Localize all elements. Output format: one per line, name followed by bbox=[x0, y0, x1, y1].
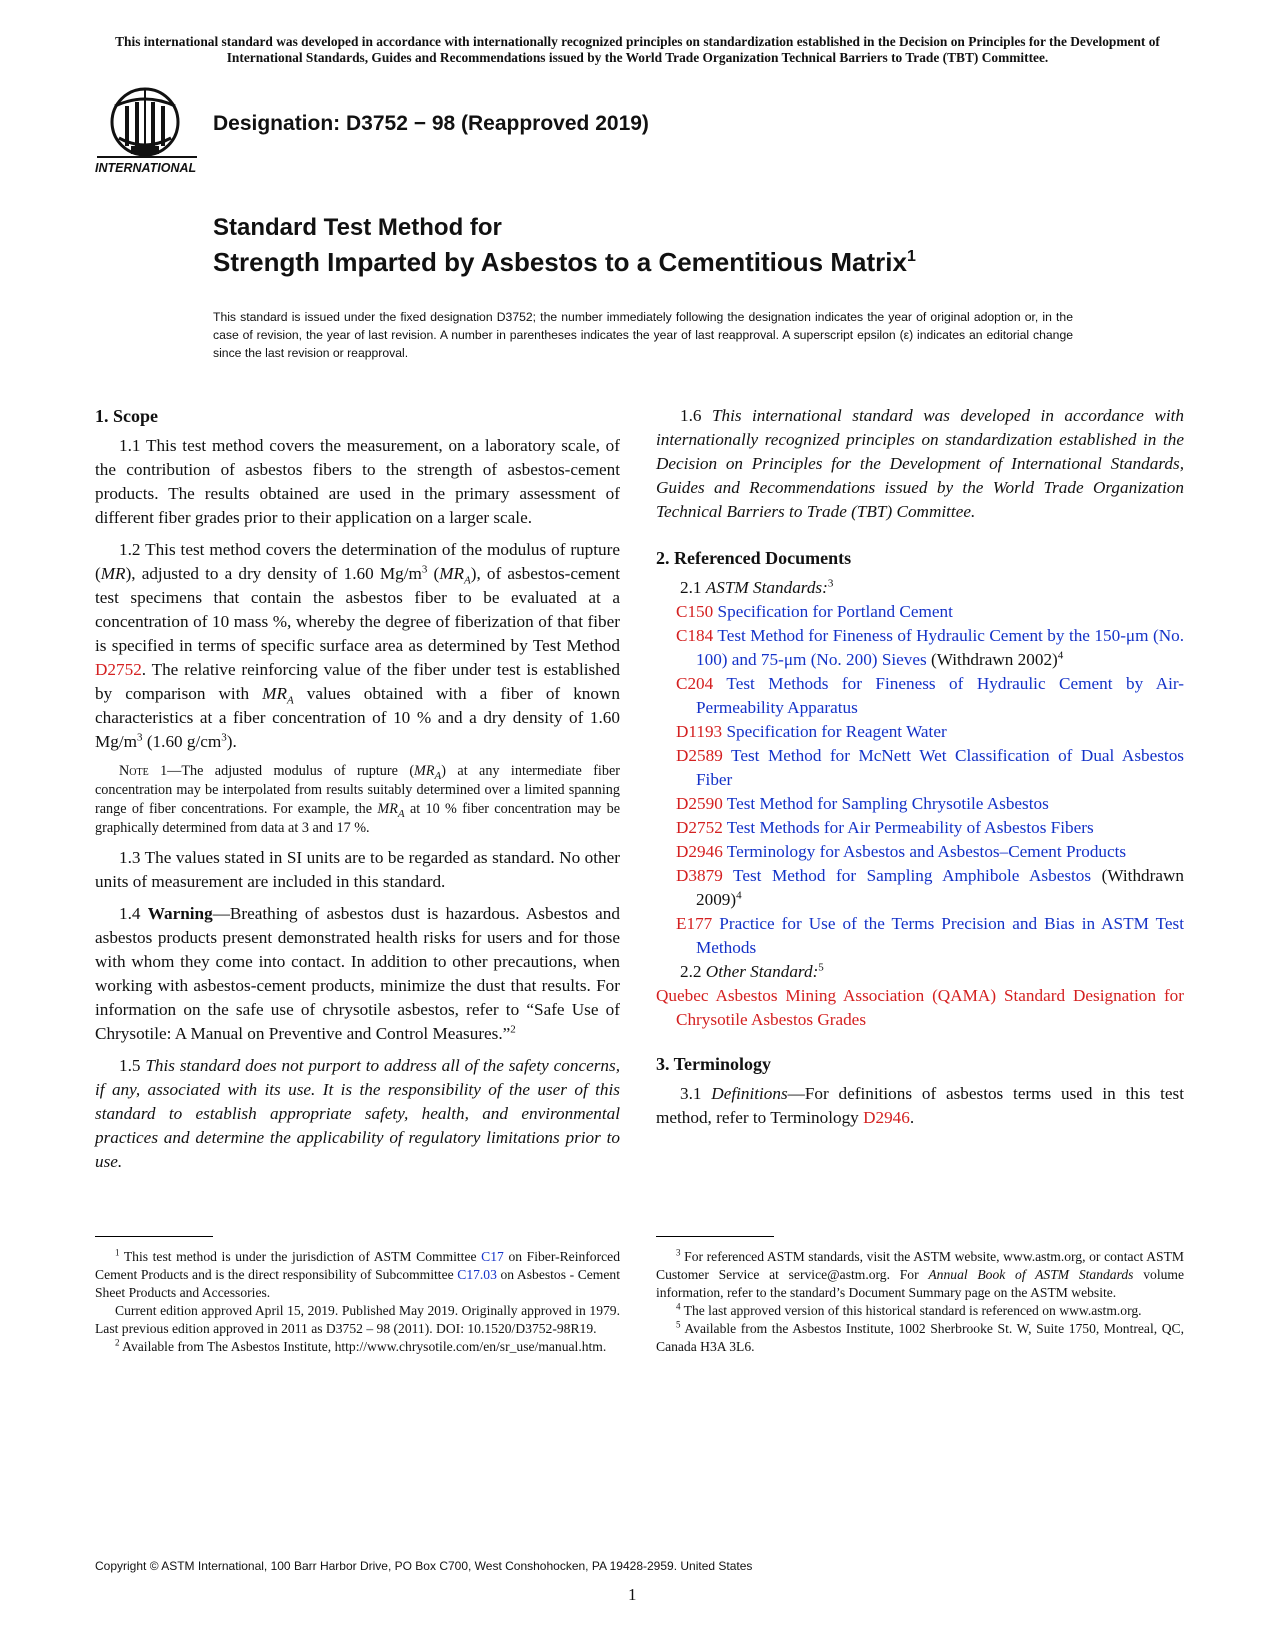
reference-item[interactable] bbox=[676, 864, 1184, 912]
footnote-mark: 3 bbox=[676, 1247, 681, 1258]
right-column bbox=[656, 404, 1184, 1138]
designation: Designation: D3752 − 98 (Reapproved 2019) bbox=[213, 112, 649, 135]
para-1-1: 1.1 This test method covers the measurement, on a laboratory scale, of the contribution of asbestos fibers to the strength of asbestos-cement products. The results obtained are used in the primary assessment of different fiber grades prior to their application on a larger scale. bbox=[95, 436, 620, 527]
reference-title[interactable]: Test Method for Fineness of Hydraulic Cement by the 150-μm (No. 100) and 75-μm (No. 200) Sieves bbox=[696, 626, 1184, 669]
title-text: Strength Imparted by Asbestos to a Cementitious Matrix bbox=[213, 247, 907, 277]
text: 3.1 bbox=[680, 1084, 712, 1103]
text: —The adjusted modulus of rupture ( bbox=[167, 763, 415, 779]
reference-code[interactable]: C150 bbox=[676, 602, 714, 621]
text: —Breathing of asbestos dust is hazardous. Asbestos and asbestos products present demonstrated health risks for users and for those with whom they come into contact. In addition to other precautions, when working with asbestos-cement products, minimize the dust that results. For information on the safe use of chrysotile asbestos, refer to “Safe Use of Chrysotile: A Manual on Preventive and Control Measures.” bbox=[95, 904, 620, 1043]
reference-code[interactable]: D2946 bbox=[676, 842, 723, 861]
text: 1.2 This test method covers the determination of the modulus of rupture ( bbox=[95, 540, 620, 583]
link-c17[interactable]: C17 bbox=[481, 1249, 504, 1264]
reference-withdrawn: (Withdrawn 2002) bbox=[926, 650, 1058, 669]
reference-item[interactable] bbox=[676, 792, 1184, 816]
reference-title[interactable]: Practice for Use of the Terms Precision and Bias in ASTM Test Methods bbox=[696, 914, 1184, 957]
text: ASTM Standards: bbox=[705, 578, 828, 597]
wto-notice: This international standard was developed in accordance with internationally recognized principles on standardization established in the Decision on Principles for the Development of International Standards, Guides and Recommendations issued by the World Trade Organization Technical Barriers to Trade (TBT) Committee. bbox=[115, 34, 1160, 65]
mra-symbol: MR bbox=[414, 763, 435, 779]
reference-code[interactable]: E177 bbox=[676, 914, 713, 933]
footnote-mark: 2 bbox=[115, 1337, 120, 1348]
superscript: 3 bbox=[421, 563, 428, 576]
footnote-mark[interactable]: 4 bbox=[736, 889, 742, 902]
superscript: 3 bbox=[137, 731, 143, 744]
link-c17-03[interactable]: C17.03 bbox=[457, 1267, 497, 1282]
mra-symbol: MR bbox=[439, 564, 465, 583]
reference-title[interactable]: Test Method for Sampling Amphibole Asbestos bbox=[722, 866, 1092, 885]
text: (1.60 g/cm bbox=[142, 732, 222, 751]
footnote-mark: 4 bbox=[676, 1301, 681, 1312]
reference-withdrawn: (Withdrawn 2009) bbox=[696, 866, 1184, 909]
para-2-1 bbox=[656, 576, 1184, 600]
mra-symbol: MR bbox=[262, 684, 287, 703]
subscript: A bbox=[397, 807, 405, 820]
footnote-mark[interactable]: 5 bbox=[818, 961, 824, 974]
reference-item[interactable] bbox=[676, 744, 1184, 792]
footnote-5 bbox=[656, 1320, 1184, 1356]
warning-label: Warning bbox=[147, 904, 213, 923]
para-1-2 bbox=[95, 538, 620, 754]
text: ). bbox=[226, 732, 237, 751]
astm-logo-icon bbox=[93, 86, 201, 178]
reference-code[interactable]: D2752 bbox=[676, 818, 723, 837]
mra-symbol: MR bbox=[377, 801, 398, 817]
reference-list bbox=[656, 600, 1184, 960]
text: 1.4 bbox=[119, 904, 148, 923]
subscript: A bbox=[464, 574, 471, 587]
footnote-3 bbox=[656, 1248, 1184, 1302]
copyright: Copyright © ASTM International, 100 Barr Harbor Drive, PO Box C700, West Conshohocken, PA 19428-2959. United States bbox=[95, 1559, 753, 1573]
text: on Fiber-Reinforced Cement Products and is the direct responsibility of Subcommittee bbox=[95, 1249, 620, 1282]
para-2-2 bbox=[656, 960, 1184, 984]
qama-reference[interactable]: Quebec Asbestos Mining Association (QAMA) Standard Designation for Chrysotile Asbestos Grades bbox=[656, 986, 1184, 1029]
reference-code[interactable]: D2590 bbox=[676, 794, 723, 813]
reference-code[interactable]: D1193 bbox=[676, 722, 723, 741]
page-number: 1 bbox=[628, 1585, 637, 1604]
text: For referenced ASTM standards, visit the ASTM website, www.astm.org, or contact ASTM Customer Service at service@astm.org. For bbox=[656, 1249, 1184, 1282]
text: on Asbestos - Cement Sheet Products and Accessories. bbox=[95, 1267, 620, 1300]
footnote-1-edition: Current edition approved April 15, 2019. Published May 2019. Originally approved in 1979. Last previous edition approved in 2011 as D3752 – 98 (2011). DOI: 10.1520/D3752-98R19. bbox=[95, 1303, 620, 1336]
section-scope-heading: 1. Scope bbox=[95, 406, 158, 426]
title-footnote-mark[interactable]: 1 bbox=[906, 248, 916, 265]
reference-item[interactable] bbox=[676, 720, 1184, 744]
text: ), of asbestos-cement test specimens that contain the asbestos fiber to be evaluated at a concentration of 10 mass %, whereby the degree of fiberization of that fiber is specified in terms of specific surface area as determined by Test Method bbox=[95, 564, 620, 655]
para-1-6 bbox=[656, 404, 1184, 524]
reference-item[interactable] bbox=[676, 624, 1184, 672]
note-label: Note 1 bbox=[119, 763, 168, 779]
text: ), adjusted to a dry density of 1.60 Mg/m bbox=[125, 564, 422, 583]
text: . The relative reinforcing value of the fiber under test is established by comparison with bbox=[95, 660, 620, 703]
reference-title[interactable]: Test Method for McNett Wet Classification of Dual Asbestos Fiber bbox=[696, 746, 1184, 789]
para-1-3: 1.3 The values stated in SI units are to be regarded as standard. No other units of measurement are included in this standard. bbox=[95, 848, 620, 891]
title-line-1: Standard Test Method for bbox=[213, 214, 502, 241]
footnote-rule-left bbox=[95, 1236, 213, 1237]
footnote-mark[interactable]: 2 bbox=[510, 1023, 516, 1036]
text: The last approved version of this historical standard is referenced on www.astm.org. bbox=[680, 1303, 1142, 1318]
footnote-rule-right bbox=[656, 1236, 774, 1237]
note-1 bbox=[95, 762, 620, 838]
text: Available from the Asbestos Institute, 1002 Sherbrooke St. W, Suite 1750, Montreal, QC, Canada H3A 3L6. bbox=[656, 1321, 1184, 1354]
issued-under-text: This standard is issued under the fixed designation D3752; the number immediately following the designation indicates the year of original adoption or, in the case of revision, the year of last revision. A number in parentheses indicates the year of last reapproval. A superscript epsilon (ε) indicates an editorial change since the last revision or reapproval. bbox=[213, 310, 1073, 360]
text: volume information, refer to the standard’s Document Summary page on the ASTM website. bbox=[656, 1267, 1184, 1300]
subscript: A bbox=[434, 769, 442, 782]
mr-symbol: MR bbox=[100, 564, 126, 583]
title-line-2 bbox=[213, 247, 916, 278]
footnote-mark[interactable]: 4 bbox=[1057, 649, 1064, 662]
reference-title[interactable]: Terminology for Asbestos and Asbestos–Cement Products bbox=[722, 842, 1127, 861]
footnote-mark[interactable]: 3 bbox=[827, 577, 834, 590]
text: 1.6 bbox=[680, 406, 712, 425]
link-d2946[interactable]: D2946 bbox=[863, 1108, 910, 1127]
text: Annual Book of ASTM Standards bbox=[928, 1267, 1134, 1282]
text: ) at any intermediate fiber concentration may be interpolated from results suitably determined over a limited spanning range of fiber concentrations. For example, the bbox=[95, 763, 620, 817]
reference-title[interactable]: Specification for Portland Cement bbox=[713, 602, 953, 621]
reference-title[interactable]: Specification for Reagent Water bbox=[722, 722, 947, 741]
reference-title[interactable]: Test Methods for Air Permeability of Asbestos Fibers bbox=[722, 818, 1094, 837]
text: This international standard was developed in accordance with internationally recognized principles on standardization established in the Decision on Principles for the Development of International Standards, Guides and Recommendations issued by the World Trade Organization Technical Barriers to Trade (TBT) Committee. bbox=[656, 406, 1184, 521]
reference-item[interactable] bbox=[676, 840, 1184, 864]
footnote-mark: 5 bbox=[676, 1319, 681, 1330]
link-d2752[interactable]: D2752 bbox=[95, 660, 142, 679]
reference-code[interactable]: C184 bbox=[676, 626, 714, 645]
text: Other Standard: bbox=[705, 962, 819, 981]
text: at 10 % fiber concentration may be graphically determined from data at 3 and 17 %. bbox=[95, 801, 620, 836]
reference-item[interactable] bbox=[676, 672, 1184, 720]
logo-text: INTERNATIONAL bbox=[95, 161, 197, 175]
para-1-4 bbox=[95, 902, 620, 1046]
footnotes-left bbox=[95, 1248, 620, 1356]
footnote-1 bbox=[95, 1248, 620, 1302]
reference-title[interactable]: Test Methods for Fineness of Hydraulic Cement by Air-Permeability Apparatus bbox=[696, 674, 1184, 717]
text: This standard does not purport to address all of the safety concerns, if any, associated with its use. It is the responsibility of the user of this standard to establish appropriate safety, health, and environmental practices and determine the applicability of regulatory limitations prior to use. bbox=[95, 1056, 620, 1171]
text: —For definitions of asbestos terms used in this test method, refer to Terminology bbox=[656, 1084, 1184, 1127]
left-column bbox=[95, 404, 620, 1182]
text: 1.5 bbox=[119, 1056, 146, 1075]
text: 2.2 bbox=[680, 962, 706, 981]
footnote-mark: 1 bbox=[115, 1247, 120, 1258]
reference-item[interactable] bbox=[676, 912, 1184, 960]
subscript: A bbox=[286, 694, 294, 707]
reference-item[interactable] bbox=[676, 816, 1184, 840]
text: Definitions bbox=[711, 1084, 788, 1103]
footnote-4 bbox=[656, 1302, 1184, 1320]
reference-code[interactable]: D2589 bbox=[676, 746, 723, 765]
text: Available from The Asbestos Institute, http://www.chrysotile.com/en/sr_use/manual.htm. bbox=[119, 1339, 607, 1354]
text: 2.1 bbox=[680, 578, 706, 597]
section-referenced-heading: 2. Referenced Documents bbox=[656, 548, 852, 568]
superscript: 3 bbox=[221, 731, 227, 744]
para-3-1 bbox=[656, 1082, 1184, 1130]
reference-title[interactable]: Test Method for Sampling Chrysotile Asbestos bbox=[722, 794, 1049, 813]
text: This test method is under the jurisdiction of ASTM Committee bbox=[119, 1249, 482, 1264]
astm-logo bbox=[93, 86, 201, 178]
reference-code[interactable]: D3879 bbox=[676, 866, 723, 885]
text: . bbox=[909, 1108, 915, 1127]
footnotes-right bbox=[656, 1248, 1184, 1356]
reference-code[interactable]: C204 bbox=[676, 674, 714, 693]
para-1-5 bbox=[95, 1054, 620, 1174]
section-terminology-heading: 3. Terminology bbox=[656, 1054, 772, 1074]
footnote-2 bbox=[95, 1338, 620, 1356]
reference-item[interactable] bbox=[676, 600, 1184, 624]
text: values obtained with a fiber of known characteristics at a fiber concentration of 10 % and a dry density of 1.60 Mg/m bbox=[95, 684, 620, 751]
text: ( bbox=[427, 564, 440, 583]
